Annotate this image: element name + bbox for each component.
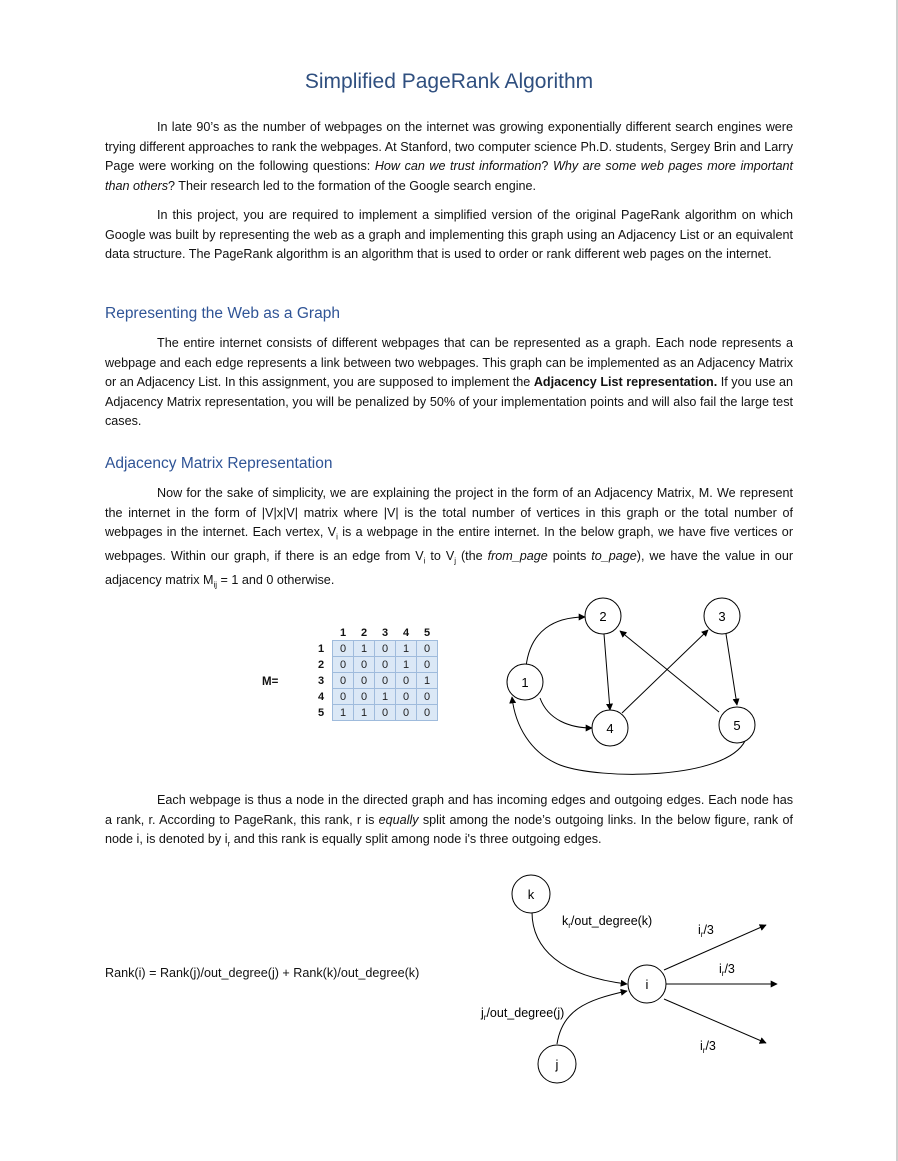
- matrix-cell: 1: [354, 641, 375, 657]
- matrix-col-header: 1: [339, 626, 347, 639]
- svg-text:1: 1: [521, 675, 529, 690]
- matrix-cell: 0: [333, 657, 354, 673]
- matrix-header-row: [310, 625, 438, 641]
- matrix-cell: 0: [417, 689, 438, 705]
- matrix-cell: 0: [354, 689, 375, 705]
- matrix-cell: 0: [417, 657, 438, 673]
- matrix-cell: 0: [333, 641, 354, 657]
- out-edge-label-3: $i_r/3$: [700, 1039, 716, 1055]
- matrix-cell: 1: [417, 673, 438, 689]
- rank-paragraph: Each webpage is thus a node in the directed graph and has incoming edges and outgoing edges. Each node has a rank, r. According to PageRank, this rank, r is equally split among the node’s outgoing links. In the below figure, rank of node i, is denoted by $i_r$ and this rank is equally split among node i's three outgoing edges.: [105, 793, 794, 849]
- out-edge-label-1: $i_r/3$: [698, 923, 714, 939]
- matrix-cell: 0: [375, 657, 396, 673]
- edge-i-out-3: [664, 999, 766, 1043]
- k-edge-label: $k_r/out\_degree(k)$: [562, 914, 653, 930]
- graph-node-3: [704, 598, 740, 634]
- matrix-cell: 0: [354, 657, 375, 673]
- rank-node-k: [512, 875, 550, 913]
- matrix-row-header: 1: [317, 642, 325, 655]
- matrix-row-header: 4: [317, 690, 325, 703]
- matrix-row: [310, 673, 438, 689]
- graph-node-4: [592, 710, 628, 746]
- matrix-cell: 0: [396, 705, 417, 721]
- edge-3-5: [726, 634, 737, 705]
- edge-1-2: [526, 617, 585, 667]
- j-edge-label: $j_r/out\_degree(j)$: [481, 1006, 565, 1022]
- matrix-cell: 1: [396, 657, 417, 673]
- matrix-row: [310, 657, 438, 673]
- edge-5-2: [620, 631, 719, 712]
- matrix-row: [310, 689, 438, 705]
- matrix-cell: 0: [333, 673, 354, 689]
- matrix-cell: 1: [396, 641, 417, 657]
- matrix-row: [310, 641, 438, 657]
- svg-text:k: k: [527, 887, 535, 902]
- adjacency-matrix: [310, 625, 438, 721]
- section-heading-graph: Representing the Web as a Graph: [105, 305, 340, 322]
- matrix-cell: 1: [333, 705, 354, 721]
- matrix-cell: 1: [375, 689, 396, 705]
- matrix-col-header: 2: [360, 626, 368, 639]
- out-edge-label-2: $i_r/3$: [719, 962, 735, 978]
- graph-paragraph: The entire internet consists of different webpages that can be represented as a graph. Each node represents a webpage and each edge represents a link between two webpages. This graph can be implemented as an Adjacency Matrix or an Adjacency List. In this assignment, you are supposed to implement the Adjacency List representation. If you use an Adjacency Matrix representation, you will be penalized by 50% of your implementation points and will also fail the large test cases.: [105, 336, 793, 428]
- rank-diagram: [470, 868, 790, 1090]
- matrix-row-header: 3: [317, 674, 325, 687]
- rank-node-i: [628, 965, 666, 1003]
- edge-5-1: [512, 697, 745, 774]
- matrix-row: [310, 705, 438, 721]
- svg-text:5: 5: [733, 718, 741, 733]
- matrix-cell: 0: [396, 673, 417, 689]
- matrix-col-header: 5: [423, 626, 431, 639]
- matrix-label: M=: [262, 676, 279, 688]
- graph-node-5: [719, 707, 755, 743]
- edge-i-out-1: [664, 925, 766, 970]
- matrix-cell: 0: [354, 673, 375, 689]
- directed-graph: [490, 585, 780, 785]
- svg-text:i: i: [645, 977, 649, 992]
- page-title: Simplified PageRank Algorithm: [304, 70, 594, 93]
- matrix-cell: 0: [417, 641, 438, 657]
- matrix-cell: 0: [375, 641, 396, 657]
- matrix-cell: 0: [375, 705, 396, 721]
- matrix-cell: 0: [417, 705, 438, 721]
- svg-text:3: 3: [718, 609, 726, 624]
- matrix-paragraph: Now for the sake of simplicity, we are explaining the project in the form of an Adjacency Matrix, M. We represent the internet in the form of |V|x|V| matrix where |V| is the total number of vertices in this graph or the total number of webpages in the internet. Each vertex, $V_i$ is a webpage in the entire internet. In the below graph, we have five vertices or webpages. Within our graph, if there is an edge from $V_i$ to $V_j$ (the from_page points to_page), we have the value in our adjacency matrix $M_{ij} = 1$ and 0 otherwise.: [105, 486, 794, 590]
- graph-node-1: [507, 664, 543, 700]
- rank-node-j: [538, 1045, 576, 1083]
- svg-text:j: j: [555, 1057, 559, 1072]
- matrix-col-header: 4: [402, 626, 410, 639]
- section-heading-matrix: Adjacency Matrix Representation: [105, 455, 333, 472]
- matrix-col-header: 3: [381, 626, 389, 639]
- matrix-row-header: 2: [317, 658, 325, 671]
- matrix-cell: 0: [375, 673, 396, 689]
- edge-4-3: [622, 630, 708, 713]
- matrix-cell: 1: [354, 705, 375, 721]
- edge-1-4: [540, 698, 592, 728]
- svg-text:4: 4: [606, 721, 614, 736]
- matrix-cell: 0: [396, 689, 417, 705]
- rank-formula: Rank(i) = Rank(j)/out_degree(j) + Rank(k)/out_degree(k): [105, 966, 420, 980]
- graph-node-2: [585, 598, 621, 634]
- matrix-cell: 0: [333, 689, 354, 705]
- edge-2-4: [604, 634, 610, 710]
- edge-j-i: [557, 991, 627, 1044]
- matrix-row-header: 5: [317, 706, 325, 719]
- intro-paragraph-1: In late 90’s as the number of webpages on the internet was growing exponentially different search engines were trying different approaches to rank the webpages. At Stanford, two computer science Ph.D. students, Sergey Brin and Larry Page were working on the following questions: How can we trust information? Why are some web pages more important than others? Their research led to the formation of the Google search engine.: [105, 120, 793, 193]
- intro-paragraph-2: In this project, you are required to implement a simplified version of the original PageRank algorithm on which Google was built by representing the web as a graph and implementing this graph using an Adjacency List or an equivalent data structure. The PageRank algorithm is an algorithm that is used to order or rank different web pages on the internet.: [105, 208, 793, 261]
- svg-text:2: 2: [599, 609, 607, 624]
